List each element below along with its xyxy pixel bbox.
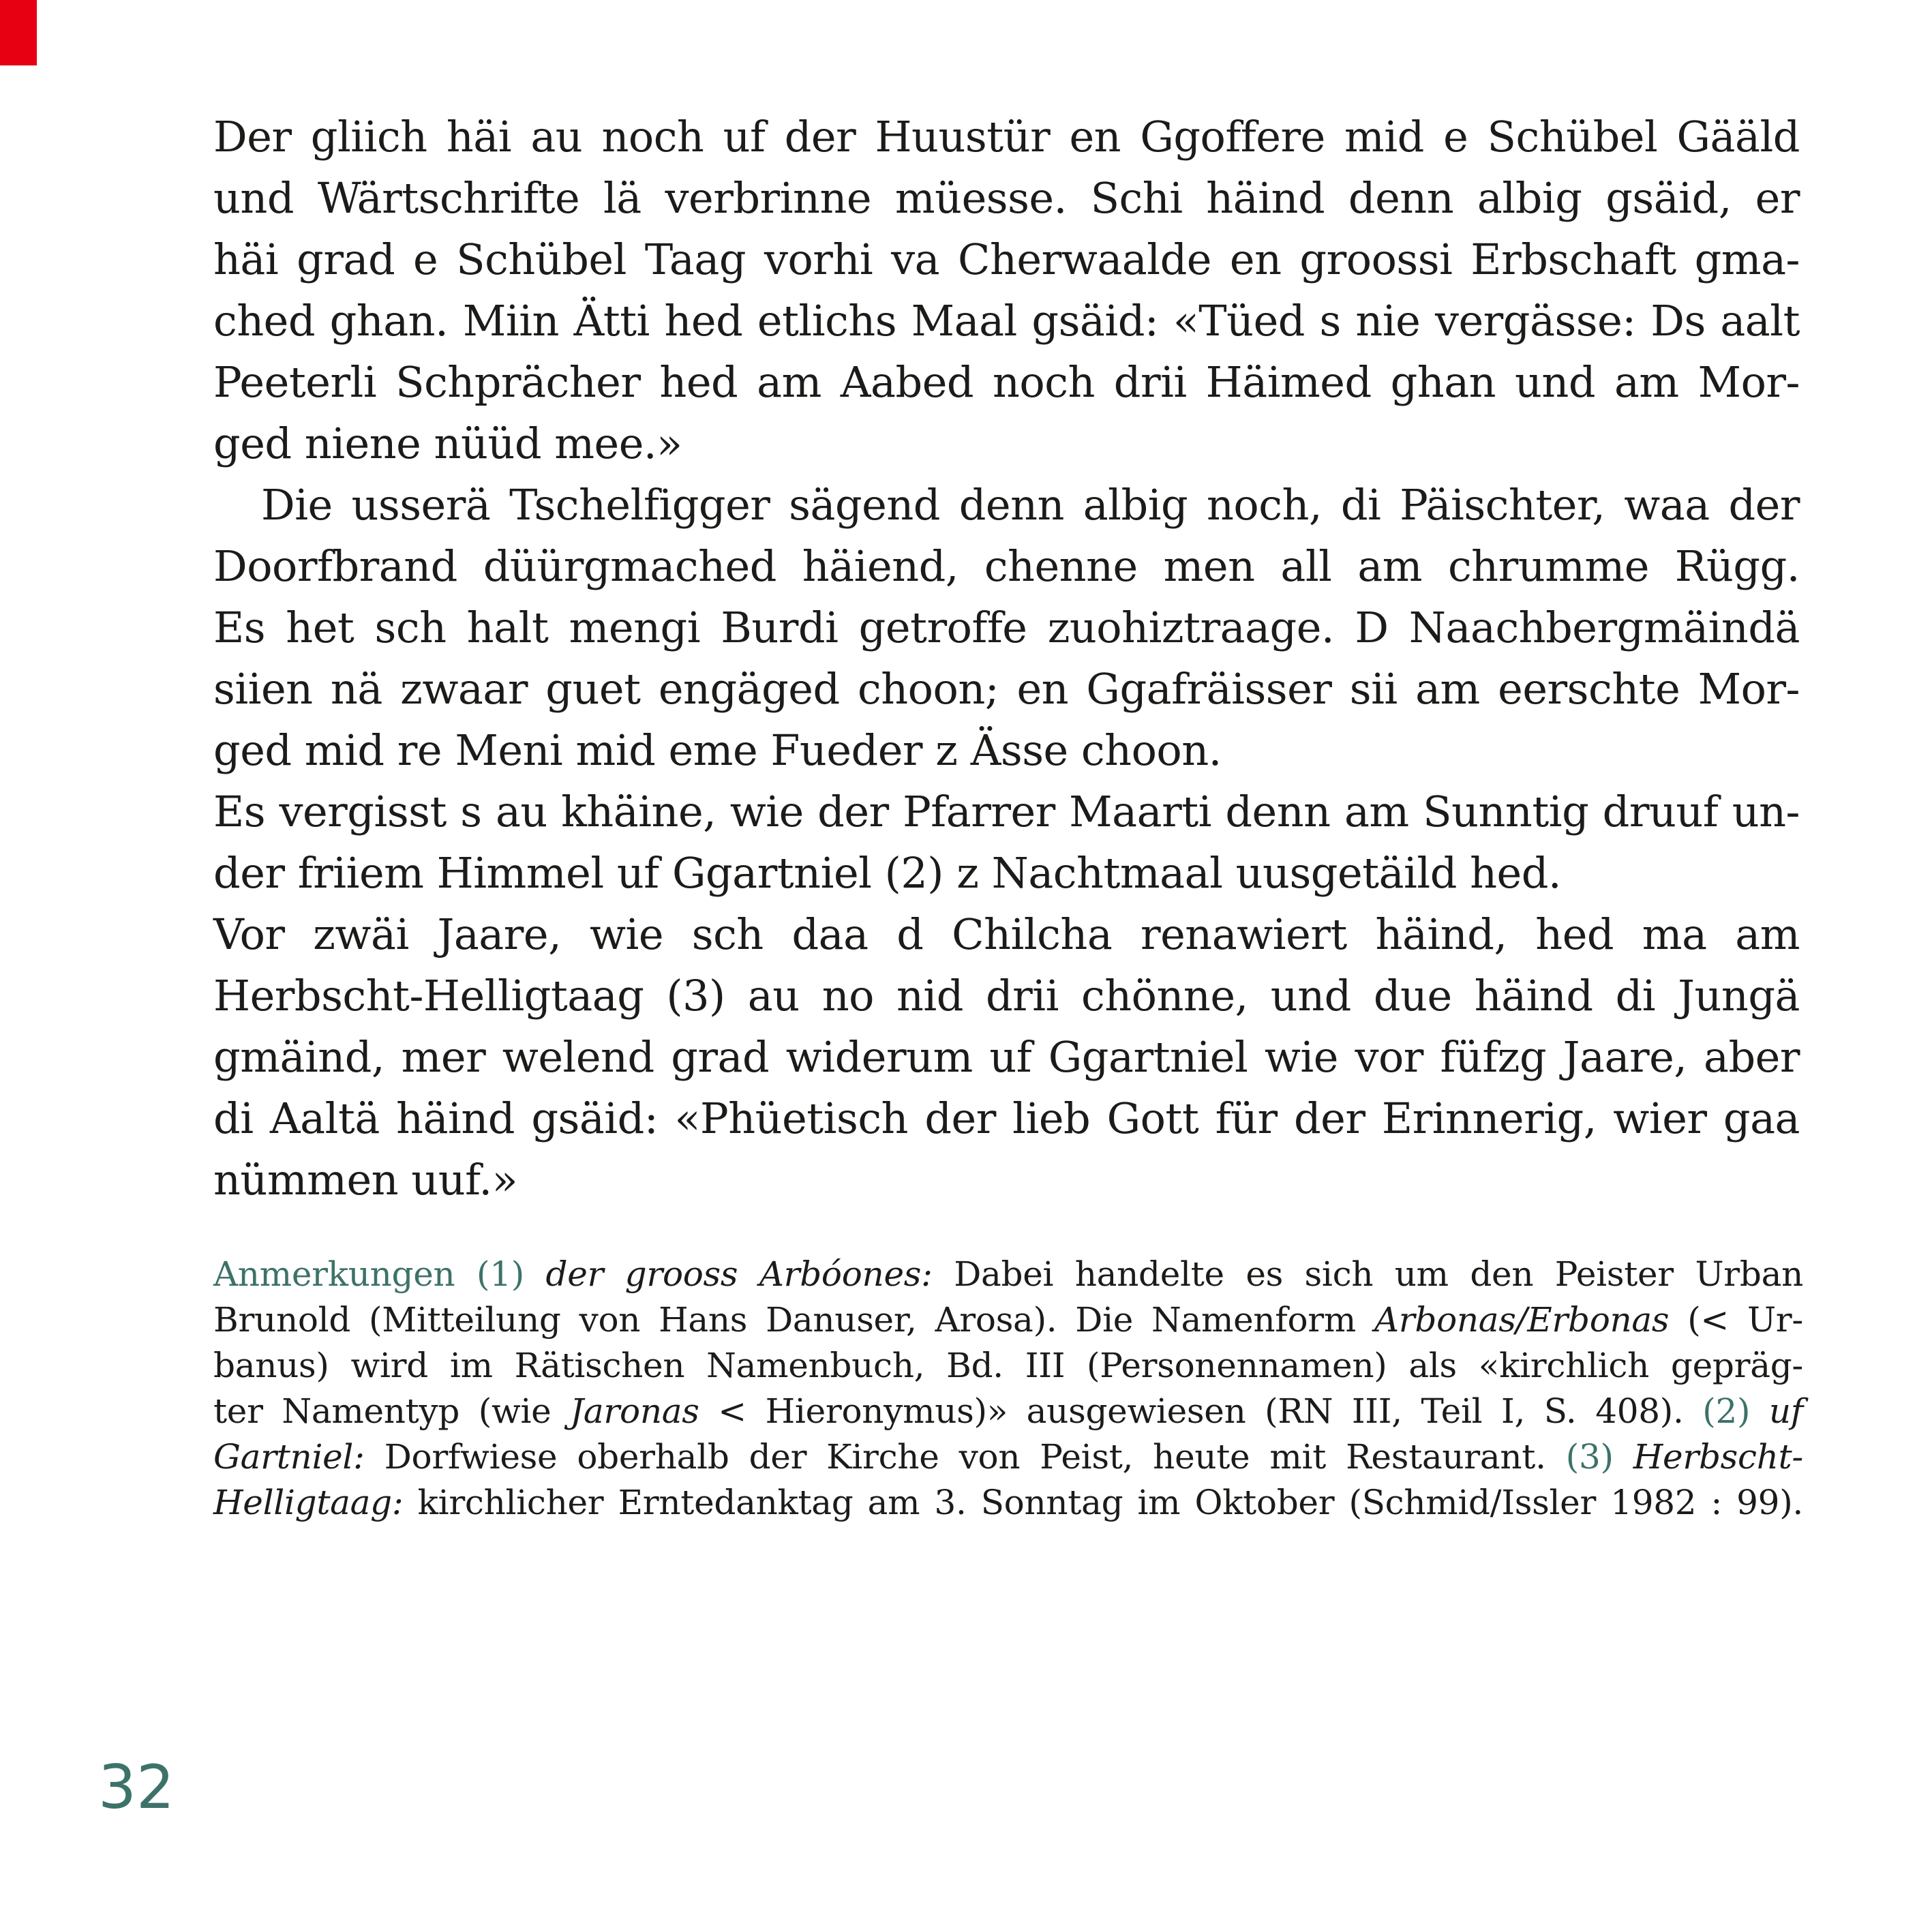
red-corner-mark	[0, 0, 37, 65]
text-line: Es het sch halt mengi Burdi getroffe zuohiztraage. D Naachbergmäindä	[213, 603, 1800, 652]
footnote-text	[455, 1254, 477, 1294]
footnote-text: Helligtaag:	[213, 1483, 404, 1522]
text-line: ched ghan. Miin Ätti hed etlichs Maal gsäid: «Tüed s nie vergässe: Ds aalt	[213, 296, 1800, 346]
footnote-line	[213, 1389, 1803, 1434]
text-line: Doorfbrand düürgmached häiend, chenne men all am chrumme Rügg.	[213, 541, 1800, 591]
footnote-marker: (2)	[1702, 1391, 1751, 1431]
text-line: nümmen uuf.»	[213, 1155, 518, 1205]
footnote-text: banus) wird im Rätischen Namenbuch, Bd. III (Personennamen) als «kirchlich gepräg-	[213, 1346, 1803, 1385]
text-line: Es vergisst s au khäine, wie der Pfarrer Maarti denn am Sunntig druuf un-	[213, 787, 1800, 836]
footnote-text: Gartniel:	[213, 1437, 365, 1477]
text-line: Der gliich häi au noch uf der Huustür en Ggoffere mid e Schübel Gääld	[213, 112, 1800, 162]
text-line: ged niene nüüd mee.»	[213, 419, 682, 468]
footnote-text	[1750, 1391, 1769, 1431]
footnote-text: uf	[1768, 1391, 1803, 1431]
footnote-text: Herbscht-	[1633, 1437, 1804, 1477]
footnote-text: ter Namentyp (wie	[213, 1391, 571, 1431]
page-number: 32	[98, 1752, 175, 1822]
footnote-text: der grooss Arbóones:	[545, 1254, 933, 1294]
footnote-text: Arbonas/Erbonas	[1374, 1300, 1670, 1340]
footnote-text	[524, 1254, 546, 1294]
footnote-text: Dabei handelte es sich um den Peister Urban	[932, 1254, 1804, 1294]
main-text-block	[213, 106, 1800, 1211]
footnote-text: Jaronas	[570, 1391, 699, 1431]
footnote-marker: (1)	[476, 1254, 524, 1294]
footnotes-block	[213, 1252, 1803, 1526]
footnote-marker: Anmerkungen	[213, 1254, 455, 1294]
text-line: Peeterli Schprächer hed am Aabed noch drii Häimed ghan und am Mor-	[213, 357, 1800, 407]
footnote-line	[213, 1434, 1803, 1480]
text-line: di Aaltä häind gsäid: «Phüetisch der lieb Gott für der Erinnerig, wier gaa	[213, 1093, 1800, 1143]
footnote-text: kirchlicher Erntedanktag am 3. Sonntag im Oktober (Schmid/Issler 1982 : 99).	[403, 1483, 1803, 1522]
text-line: Vor zwäi Jaare, wie sch daa d Chilcha renawiert häind, hed ma am	[213, 909, 1800, 959]
footnote-line	[213, 1480, 1803, 1526]
text-line: der friiem Himmel uf Ggartniel (2) z Nachtmaal uusgetäild hed.	[213, 848, 1562, 898]
text-line: Herbscht-Helligtaag (3) au no nid drii chönne, und due häind di Jungä	[213, 971, 1800, 1021]
footnote-text	[1614, 1437, 1633, 1477]
footnote-line	[213, 1343, 1803, 1389]
footnote-text: < Hieronymus)» ausgewiesen (RN III, Teil I, S. 408).	[699, 1391, 1703, 1431]
footnote-text: (< Ur-	[1669, 1300, 1803, 1340]
text-line: ged mid re Meni mid eme Fueder z Ässe choon.	[213, 725, 1222, 775]
footnote-marker: (3)	[1565, 1437, 1614, 1477]
text-line: Die usserä Tschelfigger sägend denn albig noch, di Päischter, waa der	[261, 480, 1800, 530]
text-line: und Wärtschrifte lä verbrinne müesse. Schi häind denn albig gsäid, er	[213, 173, 1800, 223]
text-line: gmäind, mer welend grad widerum uf Ggartniel wie vor füfzg Jaare, aber	[213, 1032, 1800, 1082]
footnote-line	[213, 1252, 1803, 1297]
footnote-text: Dorfwiese oberhalb der Kirche von Peist, heute mit Restaurant.	[364, 1437, 1566, 1477]
footnote-line	[213, 1297, 1803, 1343]
text-line: häi grad e Schübel Taag vorhi va Cherwaalde en groossi Erbschaft gma-	[213, 235, 1800, 284]
footnote-text: Brunold (Mitteilung von Hans Danuser, Arosa). Die Namenform	[213, 1300, 1374, 1340]
text-line: siien nä zwaar guet engäged choon; en Ggafräisser sii am eerschte Mor-	[213, 664, 1800, 714]
